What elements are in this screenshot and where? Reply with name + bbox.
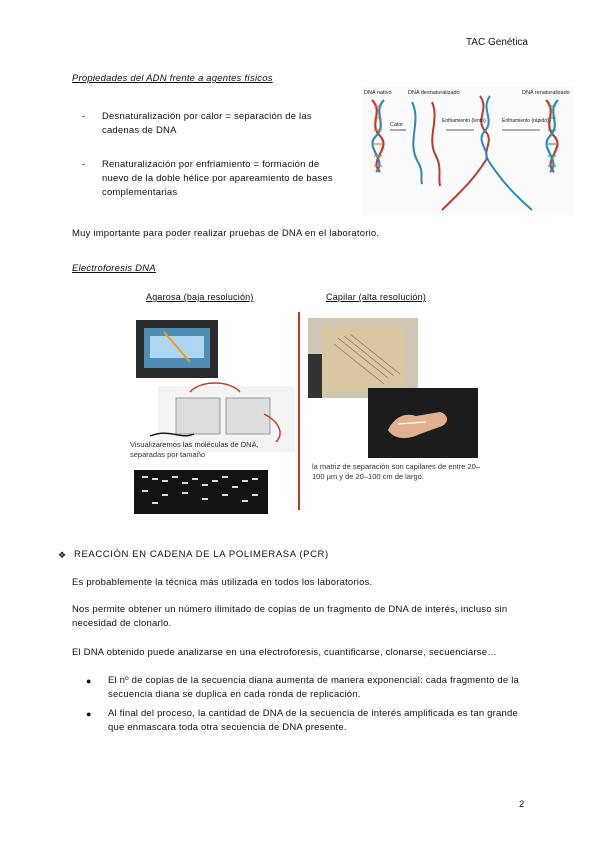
agarose-apparatus-illustration [130,318,295,516]
capillary-title: Capilar (alta resolución) [326,292,427,302]
agarose-title: Agarosa (baja resolución) [146,292,254,302]
dash-marker: - [82,159,86,170]
dna-helix-illustration [362,86,574,214]
section-title-electrophoresis: Electroforesis DNA [72,263,156,274]
agarose-caption: Visualizaremos las moléculas de DNA, separadas por tamaño [130,440,259,459]
label-denatured: DNA desnaturalizado [408,90,460,96]
section-title-dna-properties: Propiedades del ADN frente a agentes físicos [72,73,273,84]
label-native: DNA nativo [364,90,392,96]
pcr-paragraph: Es probablemente la técnica más utilizada en todos los laboratorios. [72,577,373,588]
label-fast-cooling: Enfriamiento (rápido) [502,118,549,124]
dash-marker: - [82,111,86,122]
list-item [86,674,526,704]
list-item-text: Desnaturalización por calor = separación de las cadenas de DNA [102,111,312,136]
section1-note: Muy importante para poder realizar pruebas de DNA en el laboratorio. [72,228,380,239]
section-title-pcr: REACCIÓN EN CADENA DE LA POLIMERASA (PCR) [74,549,329,560]
list-item [82,110,332,140]
list-item [82,158,332,202]
electrophoresis-divider [298,312,300,510]
capillary-apparatus-illustration [308,318,478,458]
pcr-paragraph: El DNA obtenido puede analizarse en una electroforesis, cuantificarse, clonarse, secuenciarse… [72,647,497,658]
bullet-marker: ● [86,676,92,686]
page-number: 2 [519,799,525,810]
dna-denaturation-figure [362,86,574,214]
list-item [86,707,526,737]
list-item-text: Al final del proceso, la cantidad de DNA de la secuencia de interés amplificada es tan grande que enmascara toda otra secuencia de DNA presente. [108,708,518,733]
bullet-marker: ● [86,709,92,719]
label-renatured: DNA renaturalizado [522,90,570,96]
list-item-text: Renaturalización por enfriamiento = formación de nuevo de la doble hélice por apareamiento de bases complementarias [102,159,333,198]
pcr-paragraph: Nos permite obtener un número ilimitado de copias de un fragmento de DNA de interés, incluso sin necesidad de clonarlo. [72,604,508,629]
header-title: TAC Genética [465,37,528,48]
label-slow-cooling: Enfriamiento (lento) [442,118,486,124]
label-heat: Calor [390,122,404,128]
list-item-text: El nº de copias de la secuencia diana aumenta de manera exponencial: cada fragmento de la secuencia diana se duplica en cada ronda de replicación. [108,675,520,700]
capillary-caption: la matriz de separación son capilares de entre 20–100 µm y de 20–100 cm de largo. [312,462,481,481]
agarose-electrophoresis-figure [130,318,295,516]
diamond-bullet-icon: ❖ [58,550,67,560]
capillary-electrophoresis-figure [308,318,481,498]
